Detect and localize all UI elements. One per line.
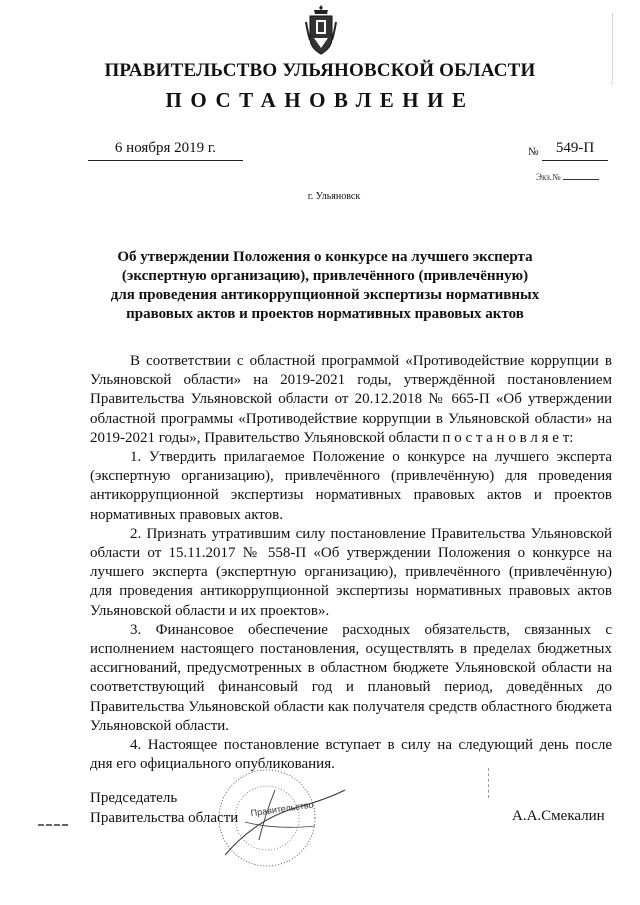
coat-of-arms-emblem bbox=[304, 4, 338, 58]
document-subject: Об утверждении Положения о конкурсе на лучшего эксперта (экспертную организацию), привлечённого (привлечённую) для проведения антикоррупционной экспертизы нормативных правовых актов и проектов нормативных правовых актов bbox=[110, 249, 540, 322]
copy-number-blank bbox=[563, 179, 599, 180]
margin-scan-mark bbox=[612, 14, 614, 84]
government-title: ПРАВИТЕЛЬСТВО УЛЬЯНОВСКОЙ ОБЛАСТИ bbox=[104, 60, 536, 81]
number-sign: № bbox=[528, 146, 539, 158]
stamp-text: Правительство bbox=[250, 799, 315, 819]
body-item-2: 2. Признать утратившим силу постановление Правительства Ульяновской области от 15.11.2017 № 558-П «Об утверждении Положения о конкурсе на лучшего эксперта (экспертную организацию), привлечённого (привлечённую) для проведения антикоррупционной экспертизы нормативных правовых актов Ульяновской области и их проектов». bbox=[90, 525, 612, 619]
document-body bbox=[90, 352, 612, 774]
body-intro-paragraph: В соответствии с областной программой «Противодействие коррупции в Ульяновской области» на 2019-2021 годы, утверждённой постановлением Правительства Ульяновской области от 20.12.2018 № 665-П «Об утверждении областной программы «Противодействие коррупции в Ульяновской области» на 2019-2021 годы», Правительство Ульяновской области п о с т а н о в л я е т: bbox=[90, 353, 612, 446]
copy-number-label: Экз.№ bbox=[536, 172, 561, 182]
margin-scan-mark bbox=[488, 768, 491, 798]
signatory-position bbox=[90, 788, 238, 828]
copy-number-field bbox=[536, 172, 599, 182]
document-number: 549-П bbox=[542, 140, 608, 161]
body-item-1: 1. Утвердить прилагаемое Положение о конкурсе на лучшего эксперта (экспертную организацию), привлечённого (привлечённую) для проведения антикоррупционной экспертизы нормативных правовых актов и проектов нормативных правовых актов. bbox=[90, 449, 612, 523]
document-type-title: ПОСТАНОВЛЕНИЕ bbox=[165, 88, 475, 112]
document-date: 6 ноября 2019 г. bbox=[88, 140, 243, 161]
signatory-position-line1: Председатель bbox=[90, 790, 178, 806]
margin-scan-mark bbox=[38, 824, 68, 830]
city-line: г. Ульяновск bbox=[307, 191, 361, 202]
body-item-3: 3. Финансовое обеспечение расходных обязательств, связанных с исполнением настоящего постановления, осуществлять в пределах бюджетных ассигнований, предусмотренных в областном бюджете Ульяновской области на соответствующий финансовый год и плановый период, доведённых до Правительства Ульяновской области как получателя средств областного бюджета Ульяновской области. bbox=[90, 621, 612, 734]
signatory-position-line2: Правительства области bbox=[90, 810, 239, 826]
body-item-4: 4. Настоящее постановление вступает в силу на следующий день после дня его официального опубликования. bbox=[90, 737, 612, 773]
signatory-name: А.А.Смекалин bbox=[512, 808, 605, 824]
